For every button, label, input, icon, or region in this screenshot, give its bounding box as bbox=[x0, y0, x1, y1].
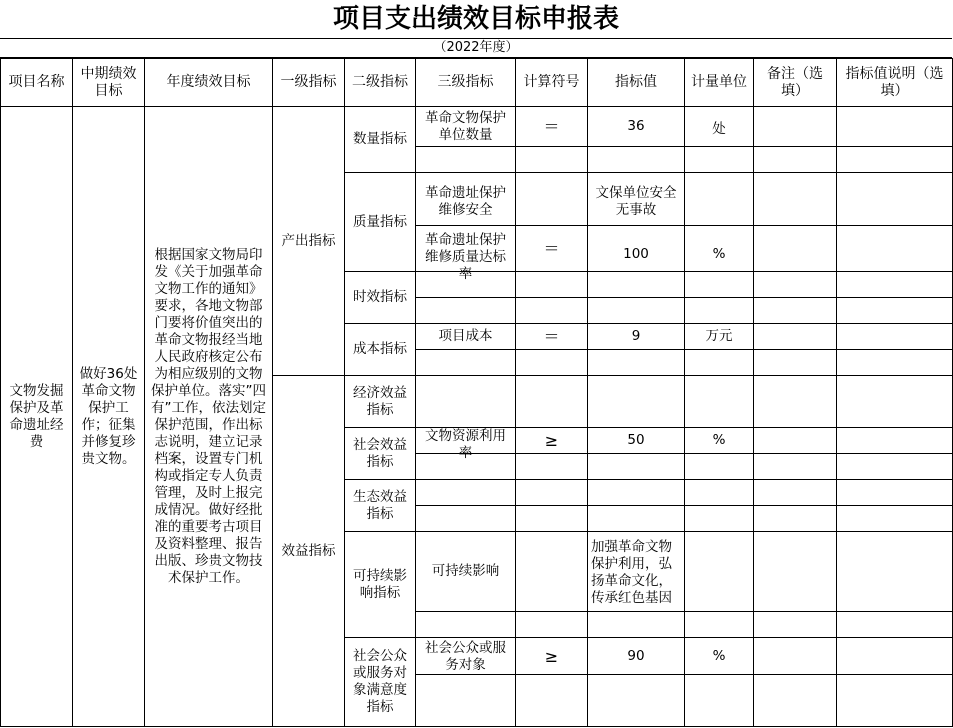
symbol-cell: ≥ bbox=[516, 638, 588, 675]
header-value: 指标值 bbox=[588, 59, 685, 107]
header-project-name: 项目名称 bbox=[1, 59, 73, 107]
project-name-cell: 文物发掘保护及革命遗址经费 bbox=[1, 107, 73, 727]
mid-goal-cell: 做好36处革命文物保护工作；征集并修复珍贵文物。 bbox=[73, 107, 145, 727]
symbol-cell: ＝ bbox=[516, 226, 588, 272]
level2-sustainable: 可持续影响指标 bbox=[345, 532, 416, 638]
value-cell: 加强革命文物保护利用，弘扬革命文化，传承红色基因 bbox=[588, 532, 685, 612]
form-title: 项目支出绩效目标申报表 bbox=[0, 0, 952, 39]
level3-cell: 项目成本 bbox=[416, 324, 516, 350]
value-cell: 文保单位安全无事故 bbox=[588, 173, 685, 226]
header-symbol: 计算符号 bbox=[516, 59, 588, 107]
annual-goal-cell: 根据国家文物局印发《关于加强革命文物工作的通知》要求，各地文物部门要将价值突出的革命文物报经当地人民政府核定公布为相应级别的文物保护单位。落实”四有”工作，依法划定保护范围，作出标志说明，建立记录档案，设置专门机构或指定专人负责管理，及时上报完成情况。做好经批准的重要考古项目及资料整理、报告出版、珍贵文物技术保护工作。 bbox=[145, 107, 273, 727]
level2-cost: 成本指标 bbox=[345, 324, 416, 376]
unit-cell: 处 bbox=[685, 107, 754, 147]
unit-cell: % bbox=[685, 226, 754, 272]
level3-cell: 可持续影响 bbox=[416, 532, 516, 612]
header-unit: 计量单位 bbox=[685, 59, 754, 107]
unit-cell: % bbox=[685, 428, 754, 454]
remark-cell bbox=[754, 107, 837, 147]
level2-social: 社会效益指标 bbox=[345, 428, 416, 480]
level1-benefit: 效益指标 bbox=[273, 376, 345, 727]
value-cell: 50 bbox=[588, 428, 685, 454]
header-annual-goal: 年度绩效目标 bbox=[145, 59, 273, 107]
header-mid-goal: 中期绩效目标 bbox=[73, 59, 145, 107]
level2-ecological: 生态效益指标 bbox=[345, 480, 416, 532]
level2-quality: 质量指标 bbox=[345, 173, 416, 272]
unit-cell: % bbox=[685, 638, 754, 675]
symbol-cell: ≥ bbox=[516, 428, 588, 454]
value-cell: 90 bbox=[588, 638, 685, 675]
value-cell: 100 bbox=[588, 226, 685, 272]
level3-cell: 革命遗址保护维修安全 bbox=[416, 173, 516, 226]
level2-economic: 经济效益指标 bbox=[345, 376, 416, 428]
level3-cell: 文物资源利用率 bbox=[416, 428, 516, 454]
header-remark: 备注（选填） bbox=[754, 59, 837, 107]
table-row bbox=[1, 107, 953, 147]
symbol-cell: ＝ bbox=[516, 324, 588, 350]
symbol-cell: ＝ bbox=[516, 107, 588, 147]
header-level2: 二级指标 bbox=[345, 59, 416, 107]
level3-cell: 社会公众或服务对象 bbox=[416, 638, 516, 675]
level1-output: 产出指标 bbox=[273, 107, 345, 376]
header-row bbox=[1, 59, 953, 107]
value-note-cell bbox=[837, 107, 953, 147]
level3-cell: 革命遗址保护维修质量达标率 bbox=[416, 226, 516, 272]
level2-timeliness: 时效指标 bbox=[345, 272, 416, 324]
value-cell: 36 bbox=[588, 107, 685, 147]
header-value-note: 指标值说明（选填） bbox=[837, 59, 953, 107]
unit-cell: 万元 bbox=[685, 324, 754, 350]
level3-cell: 革命文物保护单位数量 bbox=[416, 107, 516, 147]
level2-quantity: 数量指标 bbox=[345, 107, 416, 173]
form-year: （2022年度） bbox=[0, 39, 952, 58]
header-level3: 三级指标 bbox=[416, 59, 516, 107]
value-cell: 9 bbox=[588, 324, 685, 350]
header-level1: 一级指标 bbox=[273, 59, 345, 107]
level2-satisfaction: 社会公众或服务对象满意度指标 bbox=[345, 638, 416, 727]
performance-table bbox=[0, 58, 953, 727]
